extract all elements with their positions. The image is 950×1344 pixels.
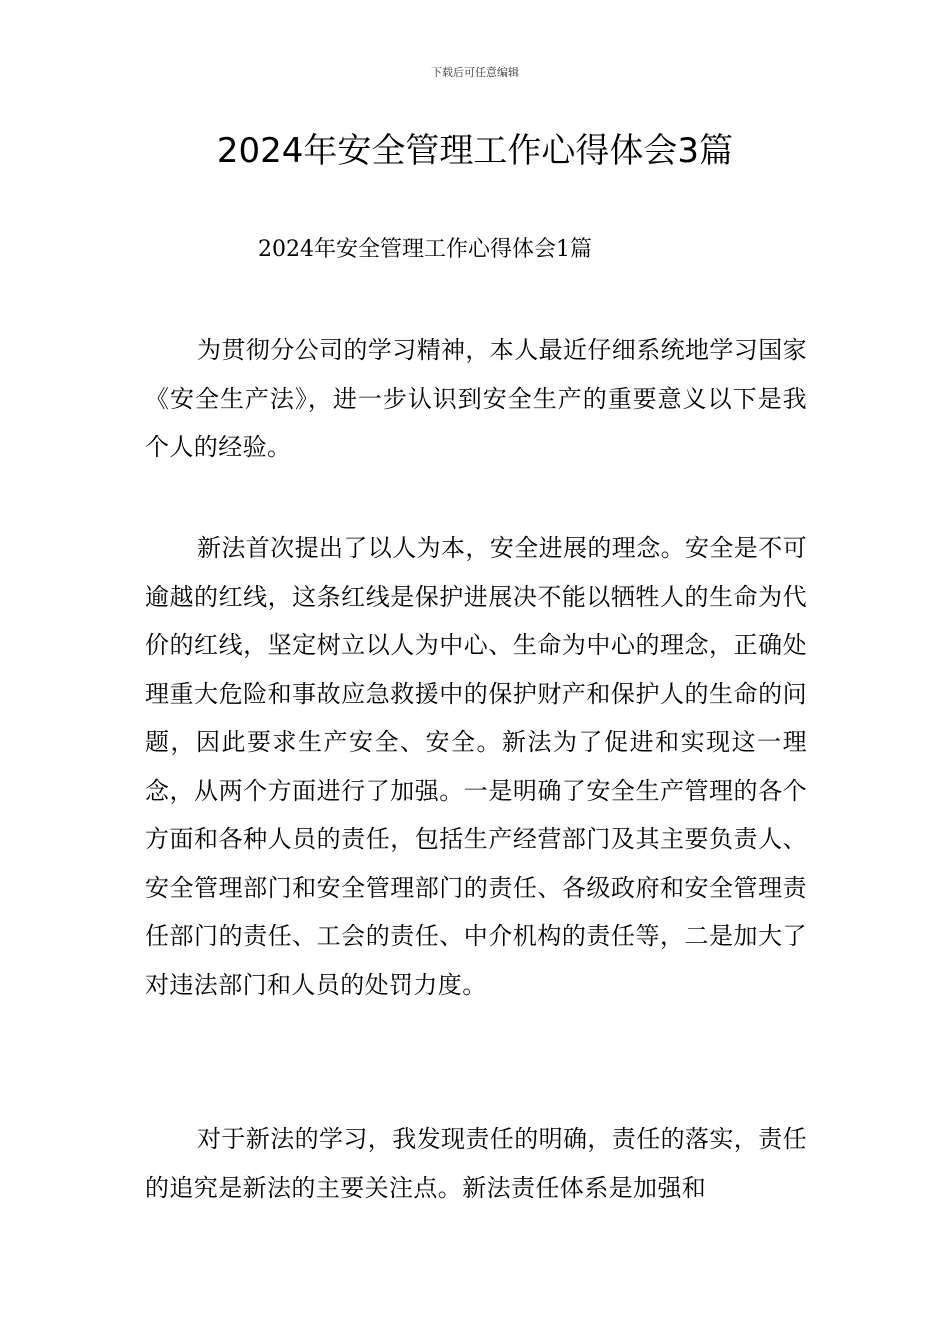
paragraph-2: 新法首次提出了以人为本，安全进展的理念。安全是不可逾越的红线，这条红线是保护进展决不能以牺牲人的生命为代价的红线，坚定树立以人为中心、生命为中心的理念，正确处理重大危险和事故应急救援中的保护财产和保护人的生命的问题，因此要求生产安全、安全。新法为了促进和实现这一理念，从两个方面进行了加强。一是明确了安全生产管理的各个方面和各种人员的责任，包括生产经营部门及其主要负责人、安全管理部门和安全管理部门的责任、各级政府和安全管理责任部门的责任、工会的责任、中介机构的责任等，二是加大了对违法部门和人员的处罚力度。 — [145, 534, 807, 999]
document-title: 2024年安全管理工作心得体会3篇 — [216, 131, 734, 171]
paragraph-3: 对于新法的学习，我发现责任的明确，责任的落实，责任的追究是新法的主要关注点。新法责任体系是加强和 — [145, 1125, 807, 1202]
section-subtitle: 2024年安全管理工作心得体会1篇 — [258, 237, 592, 262]
paragraph-1: 为贯彻分公司的学习精神，本人最近仔细系统地学习国家《安全生产法》，进一步认识到安全生产的重要意义以下是我个人的经验。 — [145, 336, 807, 461]
download-note: 下载后可任意编辑 — [431, 66, 519, 79]
